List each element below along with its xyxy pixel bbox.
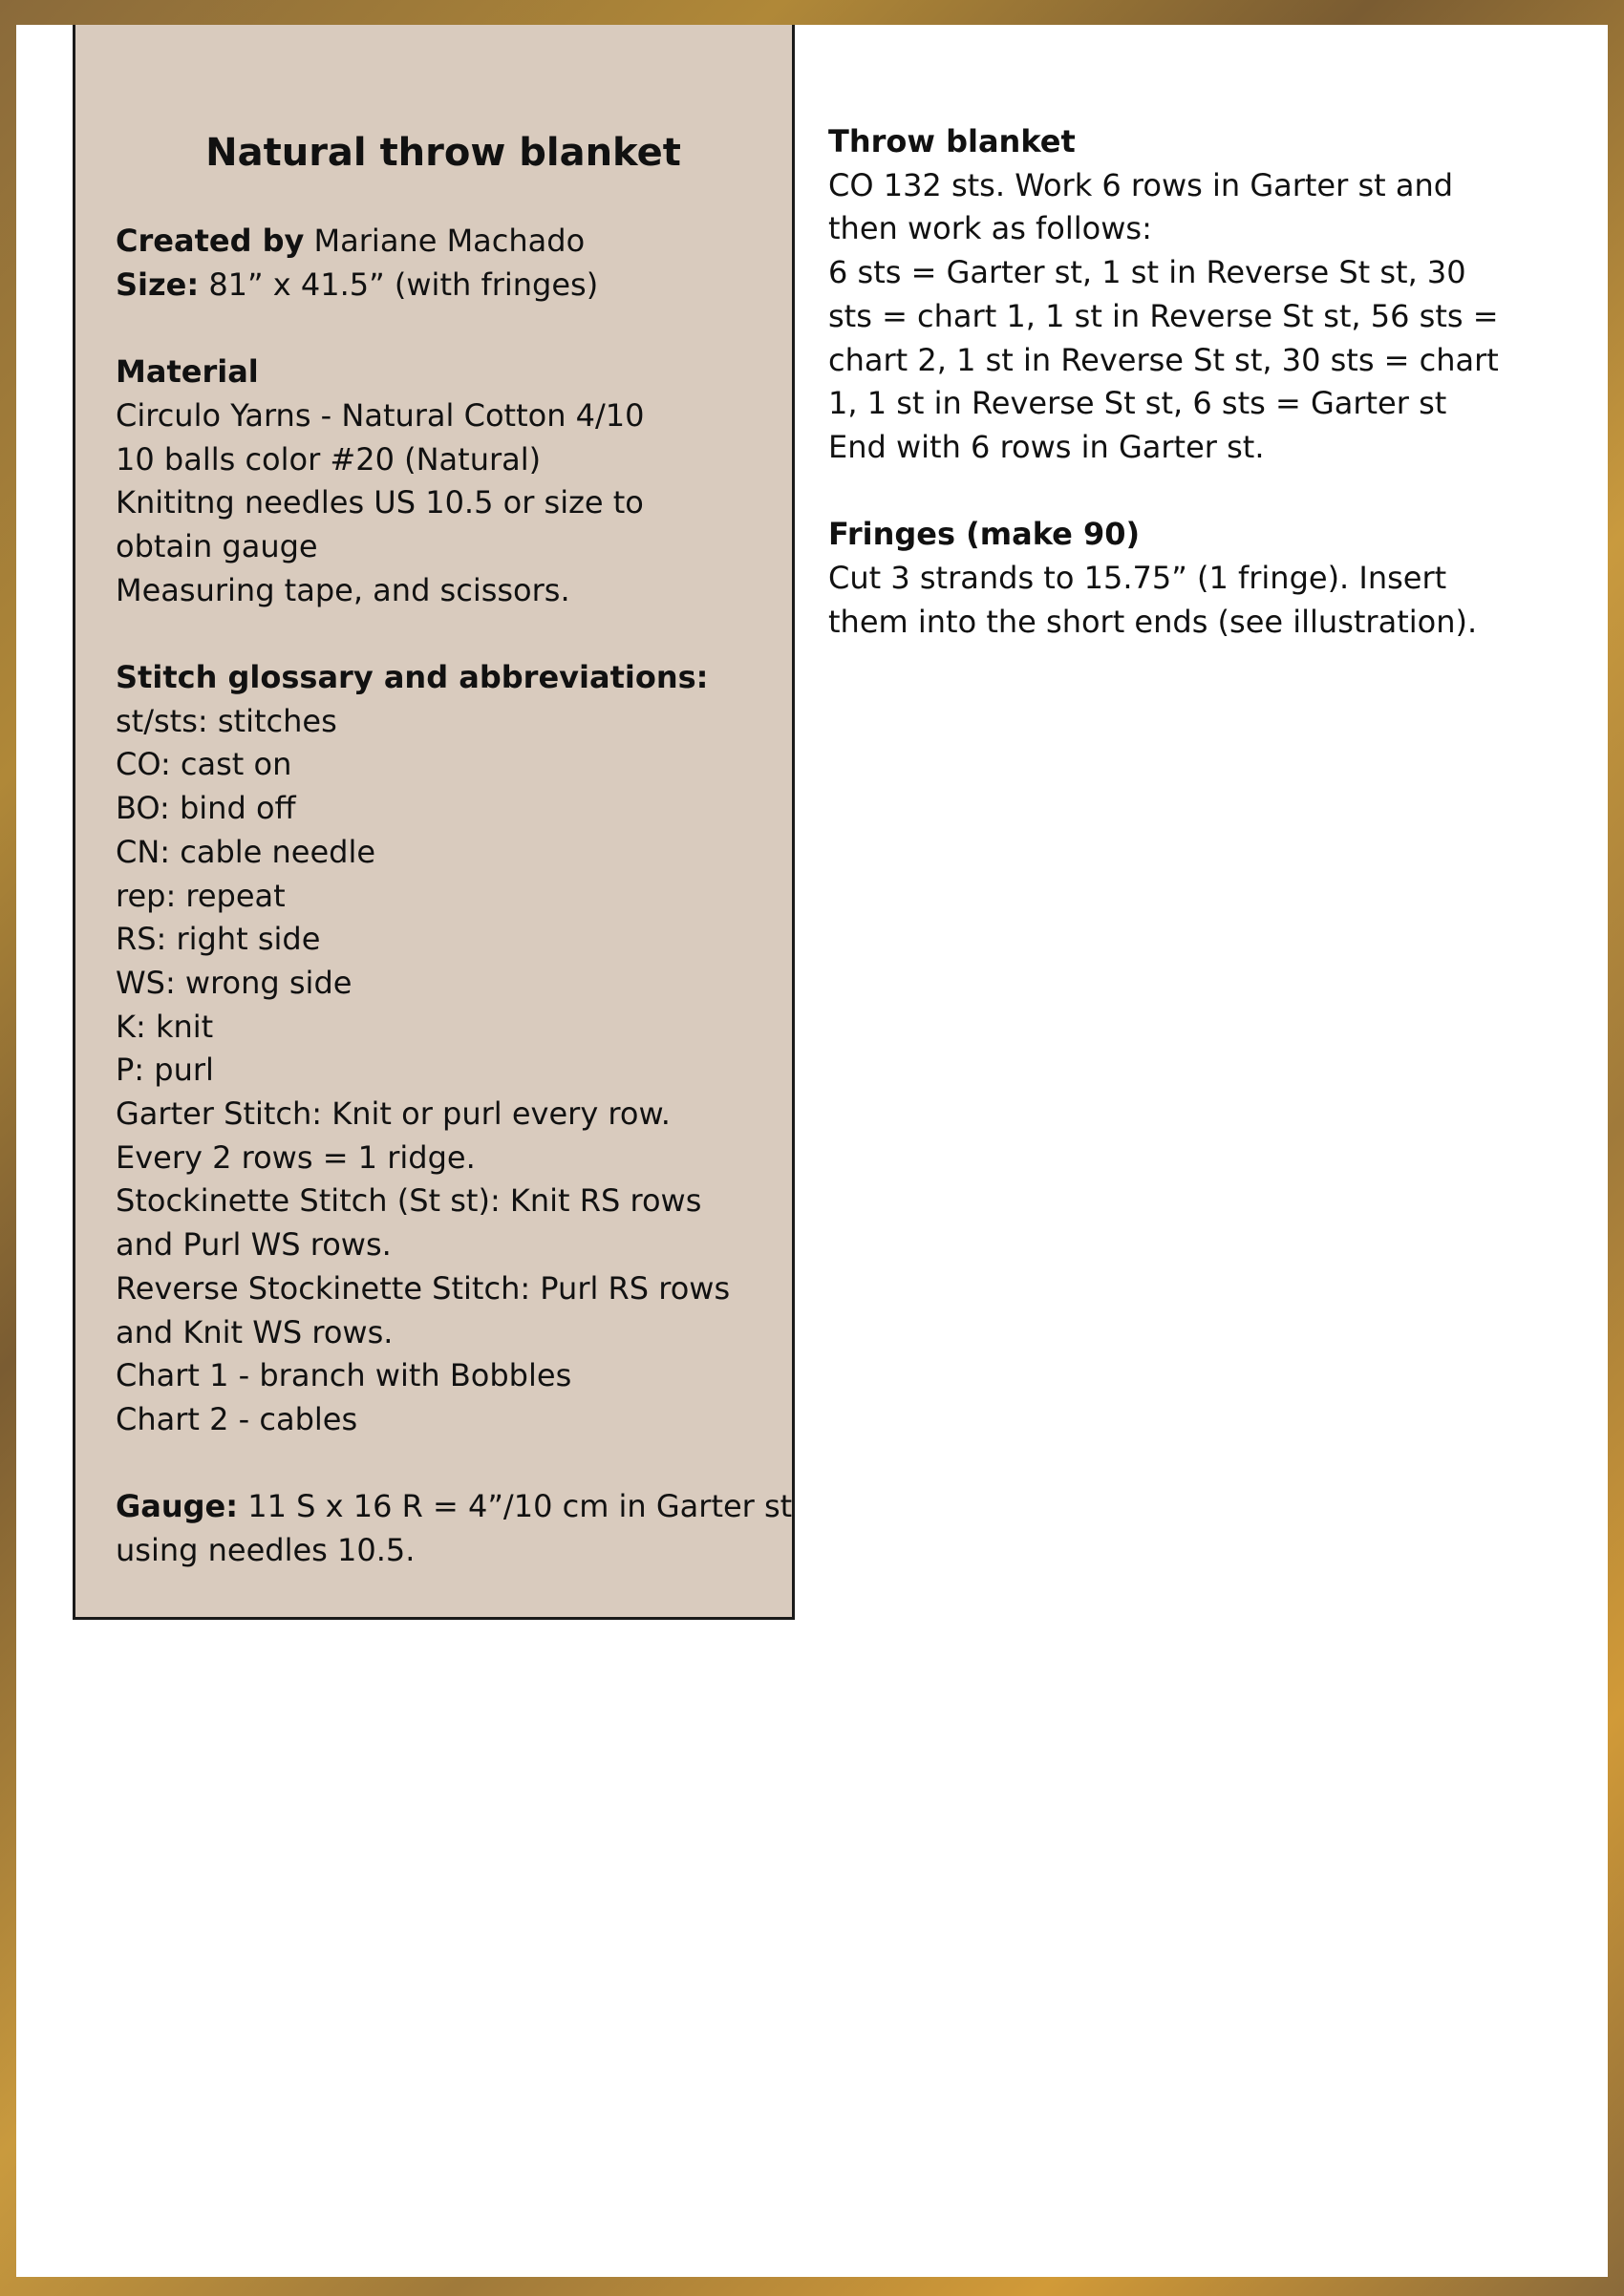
gauge-line-2: using needles 10.5. <box>116 1532 416 1569</box>
glossary-line: Every 2 rows = 1 ridge. <box>116 1138 476 1176</box>
instruction-line: CO 132 sts. Work 6 rows in Garter st and <box>828 166 1454 203</box>
material-line: Knititng needles US 10.5 or size to <box>116 484 644 521</box>
glossary-line: RS: right side <box>116 921 321 958</box>
fringes-line: them into the short ends (see illustration). <box>828 603 1478 640</box>
created-by-line <box>116 220 798 264</box>
glossary-line: Stockinette Stitch (St st): Knit RS rows <box>116 1182 702 1220</box>
fringes-heading: Fringes (make 90) <box>828 516 1141 553</box>
glossary-line: st/sts: stitches <box>116 702 337 739</box>
gauge-label: Gauge: <box>116 1488 239 1525</box>
size-line <box>116 264 798 308</box>
instruction-line: then work as follows: <box>828 210 1152 247</box>
glossary-line: WS: wrong side <box>116 964 353 1001</box>
created-by-label: Created by <box>116 223 305 259</box>
gauge-value: 11 S x 16 R = 4”/10 cm in Garter st <box>238 1488 793 1525</box>
glossary-line: Chart 2 - cables <box>116 1400 358 1437</box>
instruction-line: sts = chart 1, 1 st in Reverse St st, 56 sts = <box>828 297 1499 334</box>
instruction-line: 6 sts = Garter st, 1 st in Reverse St st, 30 <box>828 254 1466 291</box>
glossary-line: CO: cast on <box>116 746 292 783</box>
throw-blanket-heading: Throw blanket <box>828 123 1076 159</box>
glossary-line: K: knit <box>116 1008 214 1045</box>
glossary-line: P: purl <box>116 1052 214 1089</box>
instruction-line: End with 6 rows in Garter st. <box>828 428 1265 465</box>
glossary-line: BO: bind off <box>116 790 296 827</box>
size-label: Size: <box>116 266 200 303</box>
material-line: Measuring tape, and scissors. <box>116 571 570 608</box>
glossary-line: rep: repeat <box>116 877 286 914</box>
material-heading: Material <box>116 353 259 391</box>
pattern-title: Natural throw blanket <box>205 131 681 175</box>
glossary-line: and Knit WS rows. <box>116 1313 394 1350</box>
glossary-heading: Stitch glossary and abbreviations: <box>116 659 709 695</box>
pattern-info-sidebar <box>73 25 795 1620</box>
glossary-line: CN: cable needle <box>116 833 376 870</box>
fringes-line: Cut 3 strands to 15.75” (1 fringe). Insert <box>828 560 1447 597</box>
instruction-line: chart 2, 1 st in Reverse St st, 30 sts = chart <box>828 341 1499 378</box>
glossary-line: Chart 1 - branch with Bobbles <box>116 1357 572 1394</box>
gauge-line <box>116 1485 798 1529</box>
page <box>16 25 1608 2277</box>
material-line: 10 balls color #20 (Natural) <box>116 440 542 478</box>
size-value: 81” x 41.5” (with fringes) <box>199 266 599 303</box>
pattern-instructions <box>828 120 1592 644</box>
material-line: Circulo Yarns - Natural Cotton 4/10 <box>116 396 645 434</box>
glossary-line: Garter Stitch: Knit or purl every row. <box>116 1095 671 1133</box>
created-by-value: Mariane Machado <box>304 223 586 259</box>
glossary-line: and Purl WS rows. <box>116 1226 392 1264</box>
sidebar-body <box>116 220 798 1573</box>
glossary-line: Reverse Stockinette Stitch: Purl RS rows <box>116 1269 731 1307</box>
instruction-line: 1, 1 st in Reverse St st, 6 sts = Garter st <box>828 385 1447 422</box>
material-line: obtain gauge <box>116 527 318 564</box>
